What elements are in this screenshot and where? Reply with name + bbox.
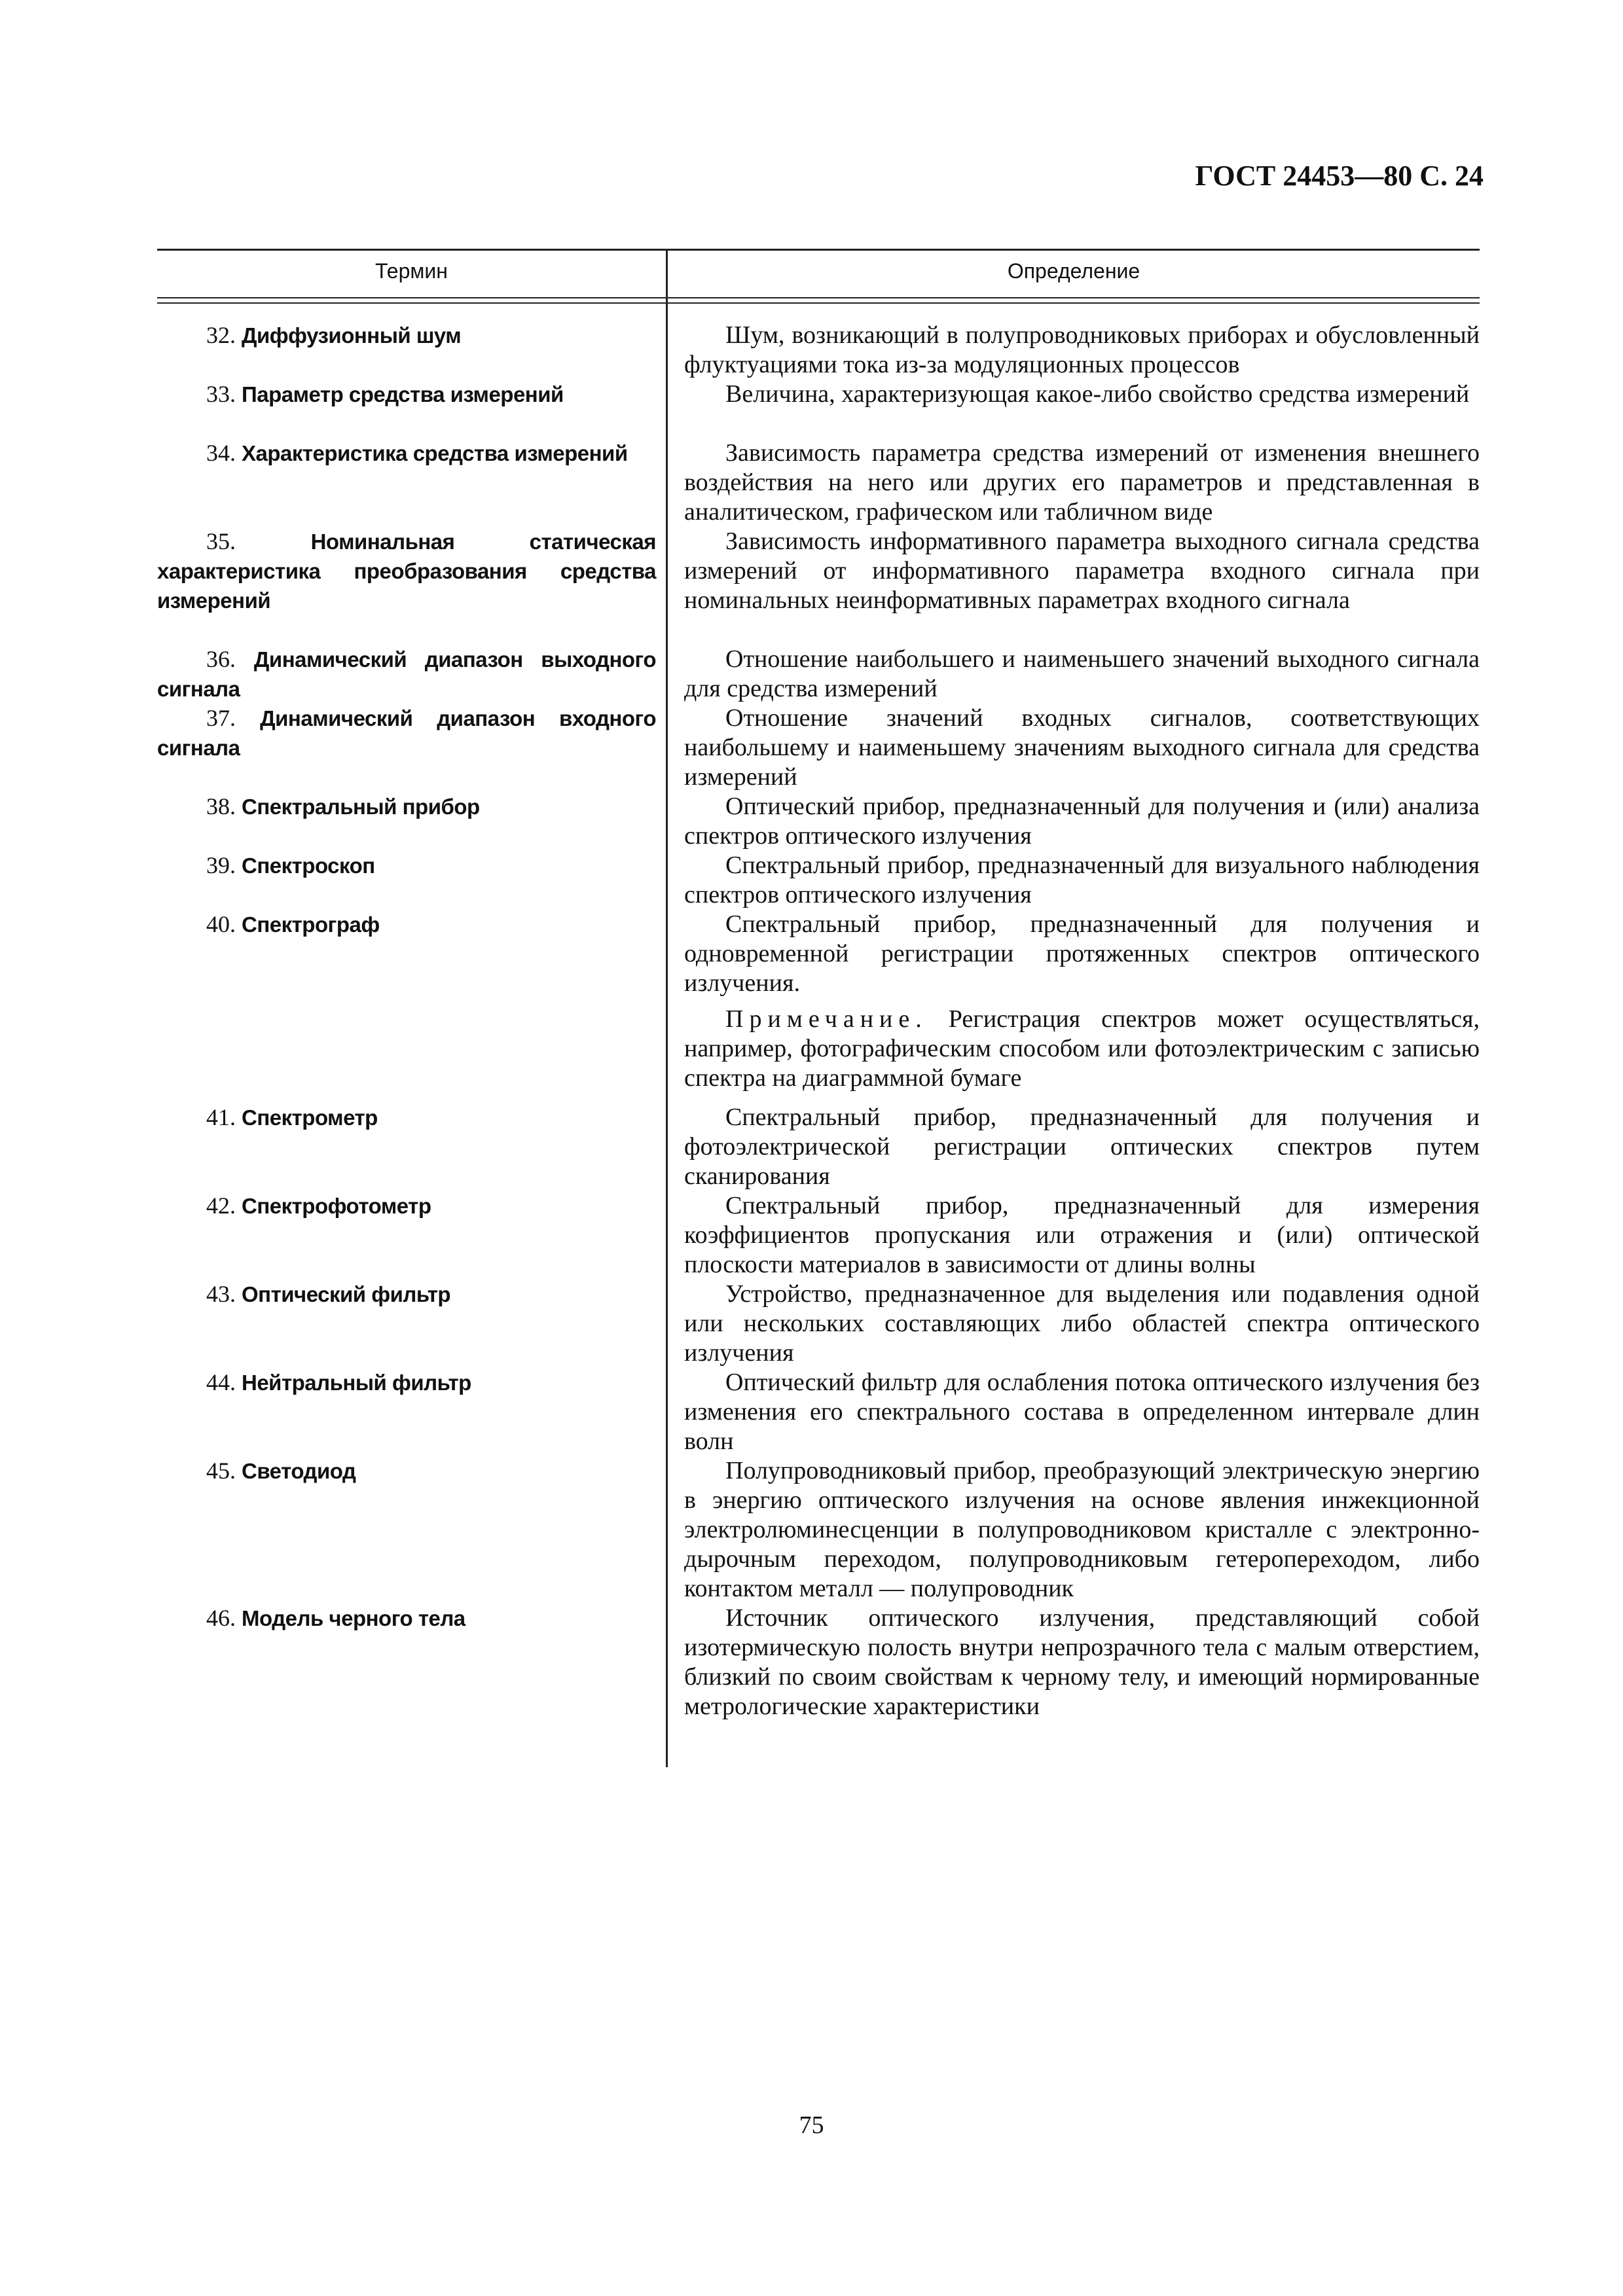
term-number: 41. bbox=[206, 1104, 236, 1130]
term-name: Спектрофотометр bbox=[242, 1194, 431, 1218]
definition-cell: Спектральный прибор, предназначенный для визуального наблюдения спектров оптического излучения bbox=[684, 852, 1480, 908]
term-number: 43. bbox=[206, 1281, 236, 1307]
definition-cell: Отношение наибольшего и наименьшего значений выходного сигнала для средства измерений bbox=[684, 645, 1480, 702]
term-cell bbox=[157, 1456, 656, 1486]
term-number: 45. bbox=[206, 1458, 236, 1484]
term-cell bbox=[157, 527, 656, 615]
terms-table bbox=[157, 249, 1480, 1767]
definition-cell: Оптический фильтр для ослабления потока оптического излучения без изменения его спектрального состава в определенном интервале длин волн bbox=[684, 1369, 1480, 1455]
column-header-definition: Определение bbox=[1007, 259, 1140, 283]
term-cell bbox=[157, 380, 656, 409]
definition-cell: Отношение значений входных сигналов, соответствующих наибольшему и наименьшему значениям выходного сигнала для средства измерений bbox=[684, 704, 1480, 791]
term-cell bbox=[157, 704, 656, 762]
term-number: 37. bbox=[206, 705, 236, 731]
page-header: ГОСТ 24453—80 С. 24 bbox=[1195, 160, 1484, 192]
header-rule-lower bbox=[157, 302, 1480, 304]
term-cell bbox=[157, 321, 656, 350]
definition-cell bbox=[684, 910, 1480, 1093]
definition-cell: Спектральный прибор, предназначенный для измерения коэффициентов пропускания или отражения и (или) оптической плоскости материалов в зависимости от длины волны bbox=[684, 1192, 1480, 1278]
term-number: 46. bbox=[206, 1605, 236, 1631]
column-header-term: Термин bbox=[375, 259, 448, 283]
page-number: 75 bbox=[799, 2111, 824, 2139]
term-cell bbox=[157, 645, 656, 704]
term-cell bbox=[157, 1280, 656, 1309]
term-name: Спектральный прибор bbox=[242, 795, 480, 819]
term-cell bbox=[157, 439, 656, 468]
definition-cell: Оптический прибор, предназначенный для получения и (или) анализа спектров оптического излучения bbox=[684, 793, 1480, 850]
term-name: Параметр средства измерений bbox=[242, 382, 564, 406]
term-name: Модель черного тела bbox=[242, 1606, 465, 1630]
header-rule-upper bbox=[157, 297, 1480, 298]
term-number: 42. bbox=[206, 1193, 236, 1219]
term-cell bbox=[157, 1103, 656, 1132]
term-name: Диффузионный шум bbox=[242, 323, 462, 348]
note bbox=[684, 1005, 1480, 1093]
term-cell bbox=[157, 1604, 656, 1633]
definition-cell: Полупроводниковый прибор, преобразующий электрическую энергию в энергию оптического излучения на основе явления инжекционной электролюминесценции в полупроводниковом кристалле с электронно-дырочным переходом, полупроводниковым гетеропереходом, либо контактом металл — полупроводник bbox=[684, 1457, 1480, 1602]
term-name: Светодиод bbox=[242, 1459, 356, 1483]
definition-cell: Спектральный прибор, предназначенный для получения и фотоэлектрической регистрации оптических спектров путем сканирования bbox=[684, 1103, 1480, 1190]
term-number: 38. bbox=[206, 793, 236, 819]
term-cell bbox=[157, 792, 656, 821]
term-number: 35. bbox=[206, 528, 236, 554]
definition-cell: Величина, характеризующая какое-либо свойство средства измерений bbox=[725, 380, 1470, 408]
term-number: 39. bbox=[206, 852, 236, 878]
definition-cell: Зависимость информативного параметра выходного сигнала средства измерений от информативного параметра входного сигнала при номинальных неинформативных параметрах входного сигнала bbox=[684, 528, 1480, 614]
term-cell bbox=[157, 851, 656, 880]
term-cell bbox=[157, 1368, 656, 1397]
table-top-rule bbox=[157, 249, 1480, 251]
term-name: Динамический диапазон выходного сигнала bbox=[157, 647, 657, 701]
definition-cell: Шум, возникающий в полупроводниковых приборах и обусловленный флуктуациями тока из-за модуляционных процессов bbox=[684, 321, 1480, 378]
term-name: Спектрометр bbox=[242, 1105, 378, 1130]
column-divider bbox=[666, 249, 668, 1767]
term-number: 40. bbox=[206, 911, 236, 937]
definition-cell: Источник оптического излучения, представляющий собой изотермическую полость внутри непрозрачного тела с малым отверстием, близкий по своим свойствам к черному телу, и имеющий нормированные метрологические характеристики bbox=[684, 1604, 1480, 1720]
term-cell bbox=[157, 910, 656, 939]
term-number: 44. bbox=[206, 1369, 236, 1395]
term-name: Спектроскоп bbox=[242, 853, 375, 878]
term-name: Характеристика средства измерений bbox=[242, 441, 628, 465]
term-number: 32. bbox=[206, 322, 236, 348]
term-name: Номинальная статическая характеристика преобразования средства измерений bbox=[157, 529, 656, 613]
term-name: Оптический фильтр bbox=[242, 1282, 451, 1306]
definition-text: Спектральный прибор, предназначенный для получения и одновременной регистрации протяженных спектров оптического излучения. bbox=[684, 910, 1480, 997]
note-text: Регистрация спектров может осуществляться, например, фотографическим способом или фотоэлектрическим с записью спектра на диаграммной бумаге bbox=[684, 1005, 1480, 1092]
note-label: Примечание. bbox=[725, 1005, 928, 1033]
term-number: 33. bbox=[206, 381, 236, 407]
term-cell bbox=[157, 1191, 656, 1221]
term-name: Нейтральный фильтр bbox=[242, 1371, 471, 1395]
term-number: 34. bbox=[206, 440, 236, 466]
term-name: Спектрограф bbox=[242, 912, 380, 937]
definition-cell: Зависимость параметра средства измерений от изменения внешнего воздействия на него или других его параметров и представленная в аналитическом, графическом или табличном виде bbox=[684, 439, 1480, 526]
term-number: 36. bbox=[206, 646, 236, 672]
term-name: Динамический диапазон входного сигнала bbox=[157, 706, 656, 760]
definition-cell: Устройство, предназначенное для выделения или подавления одной или нескольких составляющих либо областей спектра оптического излучения bbox=[684, 1280, 1480, 1367]
